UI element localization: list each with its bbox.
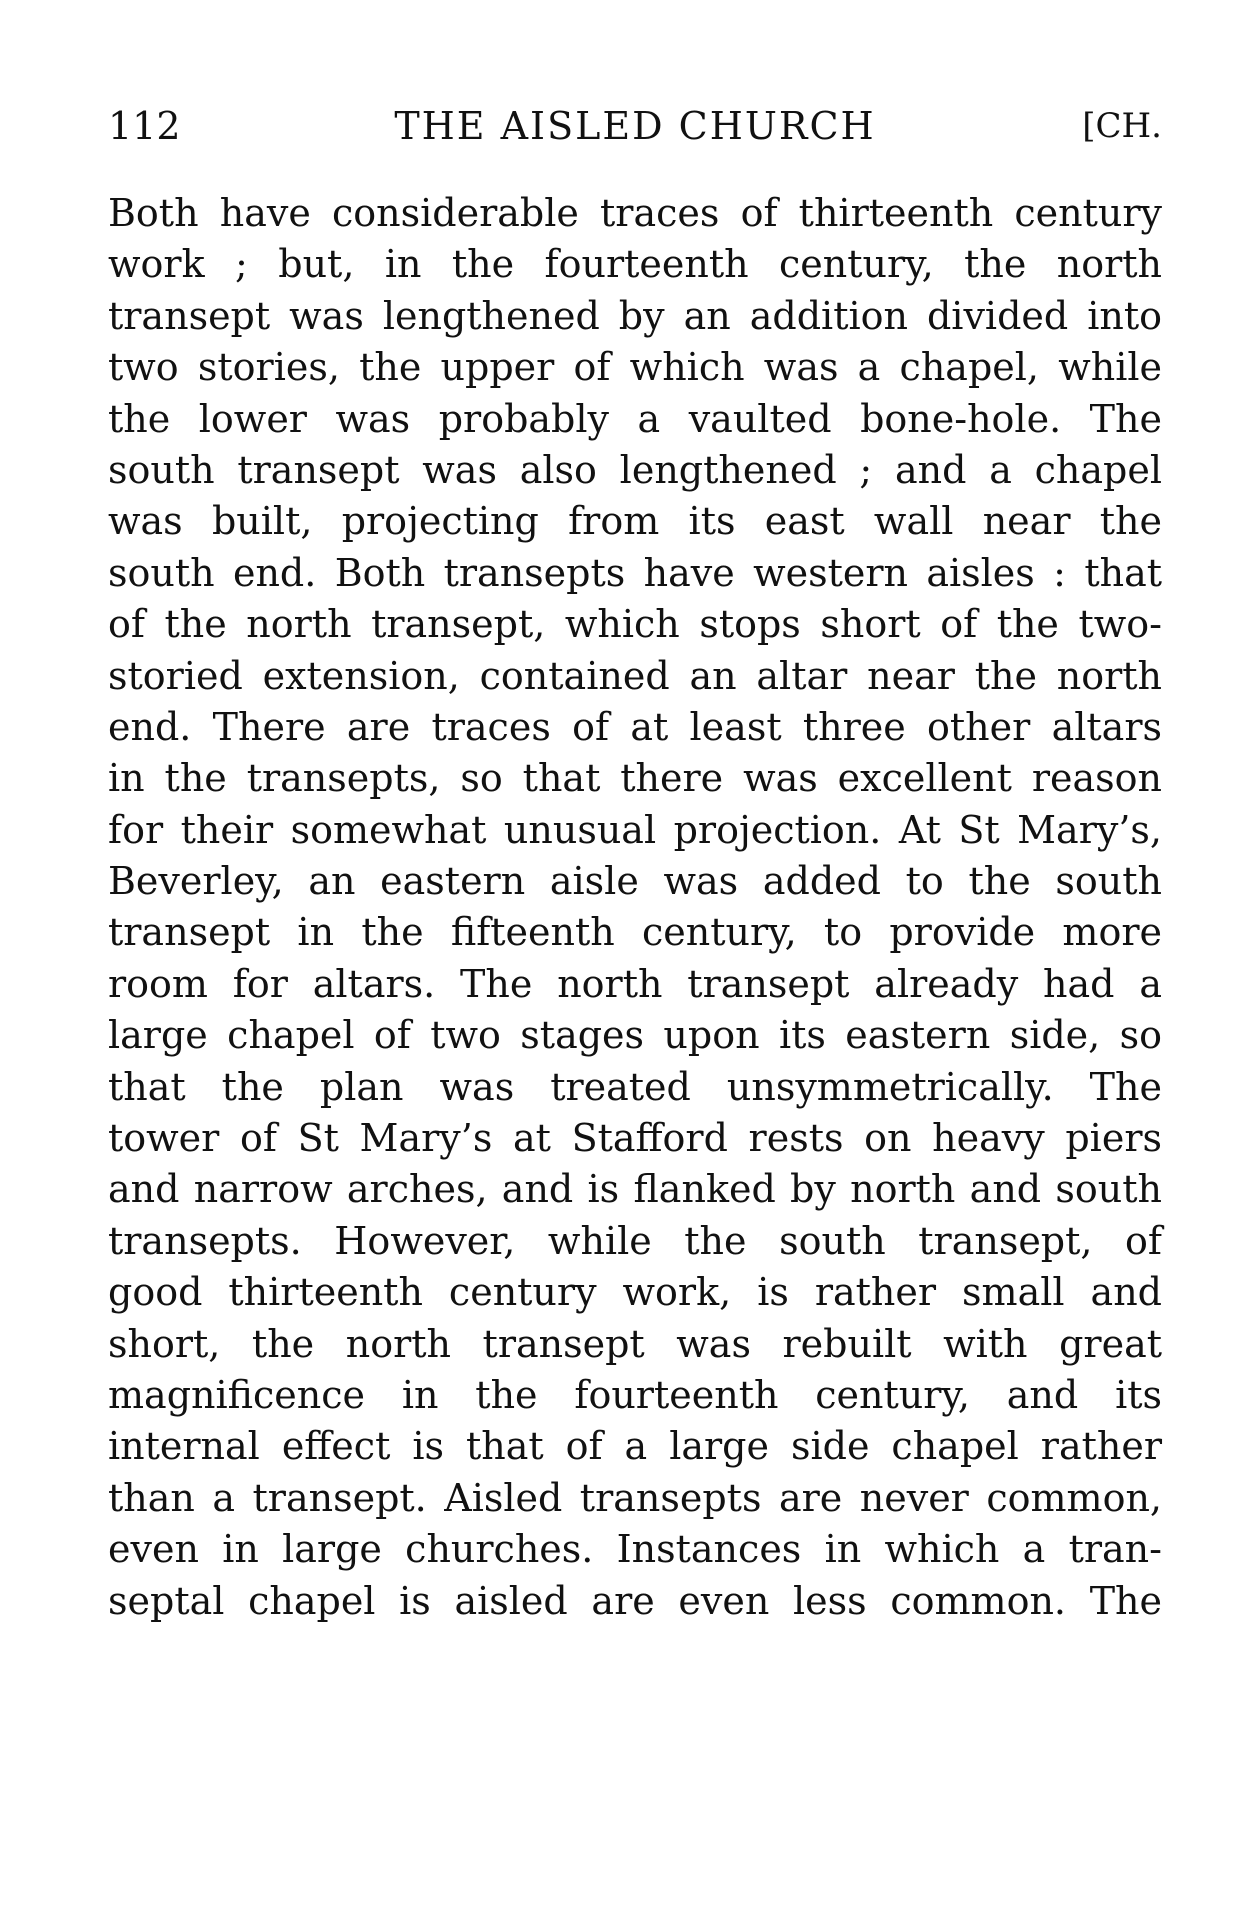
text-line: work ; but, in the fourteenth century, the north (108, 242, 1162, 287)
text-line: large chapel of two stages upon its eastern side, so (108, 1013, 1162, 1058)
text-line: storied extension, contained an altar near the north (108, 653, 1162, 698)
text-line: transept in the fifteenth century, to provide more (108, 910, 1162, 955)
text-line: Both have considerable traces of thirteenth century (108, 191, 1162, 235)
page-number: 112 (108, 104, 181, 148)
text-line: two stories, the upper of which was a chapel, while (108, 345, 1162, 390)
text-line: tower of St Mary’s at Stafford rests on heavy piers (108, 1116, 1162, 1161)
text-line: was built, projecting from its east wall near the (108, 499, 1162, 544)
text-line: magnificence in the fourteenth century, and its (108, 1372, 1162, 1417)
text-line: good thirteenth century work, is rather small and (108, 1270, 1162, 1315)
text-line: that the plan was treated unsymmetrically. The (108, 1064, 1162, 1109)
text-line: transepts. However, while the south transept, of (108, 1218, 1162, 1263)
text-line: of the north transept, which stops short of the two- (108, 602, 1162, 647)
text-line: transept was lengthened by an addition divided into (108, 293, 1162, 338)
body-text (108, 188, 1162, 1627)
text-line: even in large churches. Instances in which a tran- (108, 1527, 1162, 1572)
text-line: than a transept. Aisled transepts are never common, (108, 1475, 1162, 1520)
chapter-mark: [CH. (1082, 106, 1162, 146)
text-line: room for altars. The north transept already had a (108, 961, 1162, 1006)
text-line: south end. Both transepts have western aisles : that (108, 550, 1162, 595)
text-line: internal effect is that of a large side chapel rather (108, 1424, 1162, 1469)
text-line: and narrow arches, and is flanked by north and south (108, 1167, 1162, 1212)
text-line: Beverley, an eastern aisle was added to the south (108, 859, 1162, 904)
text-line: south transept was also lengthened ; and a chapel (108, 447, 1162, 492)
running-head (108, 100, 1162, 152)
text-line: end. There are traces of at least three other altars (108, 704, 1162, 749)
text-line: short, the north transept was rebuilt with great (108, 1321, 1162, 1366)
running-title: THE AISLED CHURCH (394, 104, 876, 148)
text-line: for their somewhat unusual projection. At St Mary’s, (108, 807, 1162, 852)
text-line: the lower was probably a vaulted bone-hole. The (108, 396, 1162, 441)
text-line: in the transepts, so that there was excellent reason (108, 756, 1162, 801)
text-line: septal chapel is aisled are even less common. The (108, 1578, 1162, 1623)
